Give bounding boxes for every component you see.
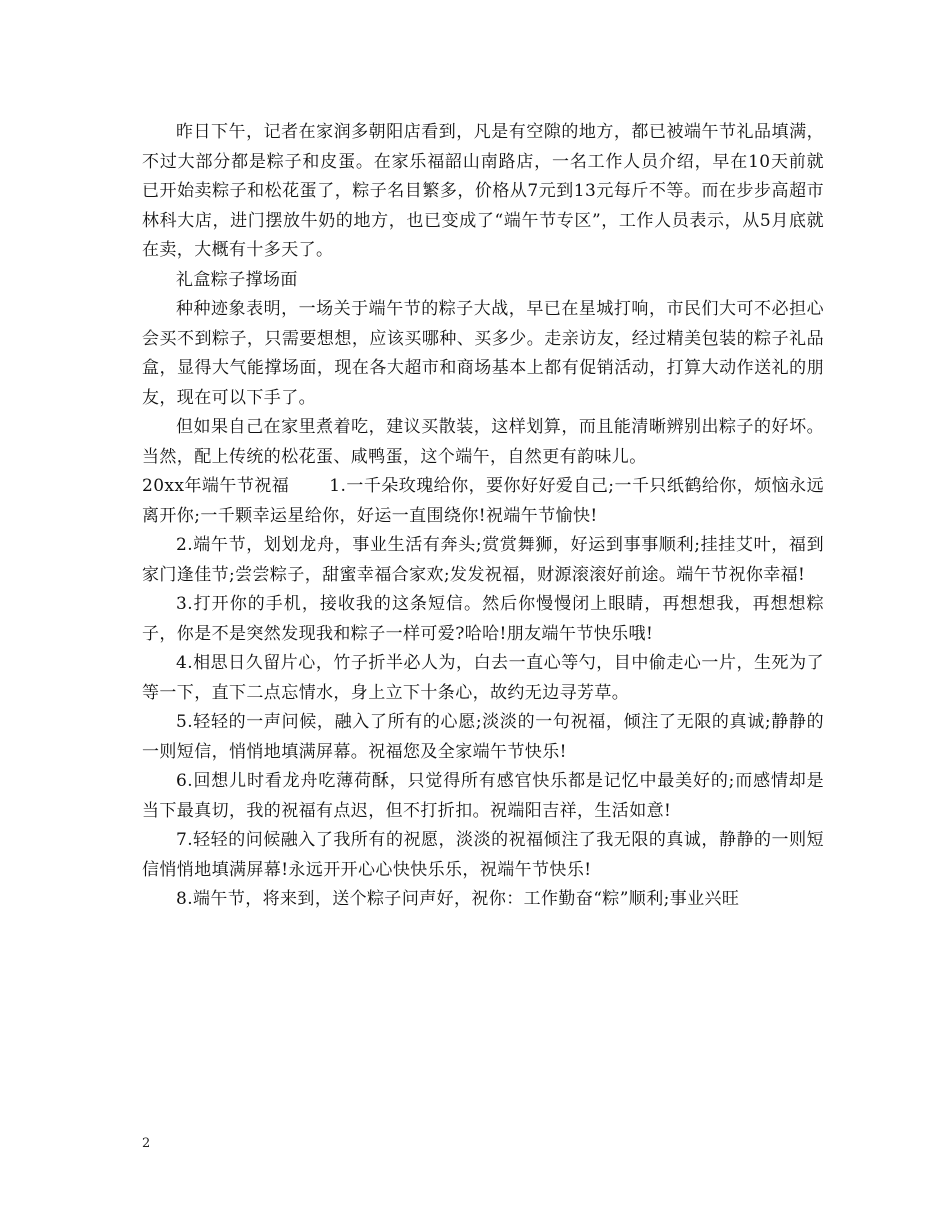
wish-item-2: 2.端午节，划划龙舟，事业生活有奔头;赏赏舞狮，好运到事事顺利;挂挂艾叶，福到家门逢佳节;尝尝粽子，甜蜜幸福合家欢;发发祝福，财源滚滚好前途。端午节祝你幸福! [142,535,824,585]
paragraph-reporter-visit: 昨日下午，记者在家润多朝阳店看到，凡是有空隙的地方，都已被端午节礼品填满，不过大部分都是粽子和皮蛋。在家乐福韶山南路店，一名工作人员介绍，早在10天前就已开始卖粽子和松花蛋了，粽子名目繁多，价格从7元到13元每斤不等。而在步步高超市林科大店，进门摆放牛奶的地方，也已变成了“端午节专区”，工作人员表示，从5月底就在卖，大概有十多天了。 [142,122,824,260]
wish-item-7: 7.轻轻的问候融入了我所有的祝愿，淡淡的祝福倾注了我无限的真诚，静静的一则短信悄悄地填满屏幕!永远开开心心快快乐乐，祝端午节快乐! [142,830,824,880]
wish-item-3: 3.打开你的手机，接收我的这条短信。然后你慢慢闭上眼睛，再想想我，再想想粽子，你是不是突然发现我和粽子一样可爱?哈哈!朋友端午节快乐哦! [142,594,824,644]
wish-item-1: 1.一千朵玫瑰给你，要你好好爱自己;一千只纸鹤给你，烦恼永远离开你;一千颗幸运星给你，好运一直围绕你!祝端午节愉快! [142,476,824,526]
wish-item-6: 6.回想儿时看龙舟吃薄荷酥，只觉得所有感官快乐都是记忆中最美好的;而感情却是当下最真切，我的祝福有点迟，但不打折扣。祝端阳吉祥，生活如意! [142,771,824,821]
section-heading-gift-box: 礼盒粽子撑场面 [176,269,298,290]
wish-item-8: 8.端午节，将来到，送个粽子问声好，祝你：工作勤奋“粽”顺利;事业兴旺 [176,889,740,909]
wishes-title: 20xx年端午节祝福 [142,476,290,496]
page-number: 2 [142,1136,151,1151]
document-body [142,118,824,915]
wishes-intro-paragraph [142,472,824,531]
paragraph-zongzi-battle: 种种迹象表明，一场关于端午节的粽子大战，早已在星城打响，市民们大可不必担心会买不到粽子，只需要想想，应该买哪种、买多少。走亲访友，经过精美包装的粽子礼品盒，显得大气能撑场面，现在各大超市和商场基本上都有促销活动，打算大动作送礼的朋友，现在可以下手了。 [142,299,824,408]
wish-item-5: 5.轻轻的一声问候，融入了所有的心愿;淡淡的一句祝福，倾注了无限的真诚;静静的一则短信，悄悄地填满屏幕。祝福您及全家端午节快乐! [142,712,824,762]
paragraph-bulk-advice: 但如果自己在家里煮着吃，建议买散装，这样划算，而且能清晰辨别出粽子的好坏。当然，配上传统的松花蛋、咸鸭蛋，这个端午，自然更有韵味儿。 [142,417,824,467]
wish-item-4: 4.相思日久留片心，竹子折半必人为，白去一直心等勺，目中偷走心一片，生死为了等一下，直下二点忘情水，身上立下十条心，故约无边寻芳草。 [142,653,824,703]
